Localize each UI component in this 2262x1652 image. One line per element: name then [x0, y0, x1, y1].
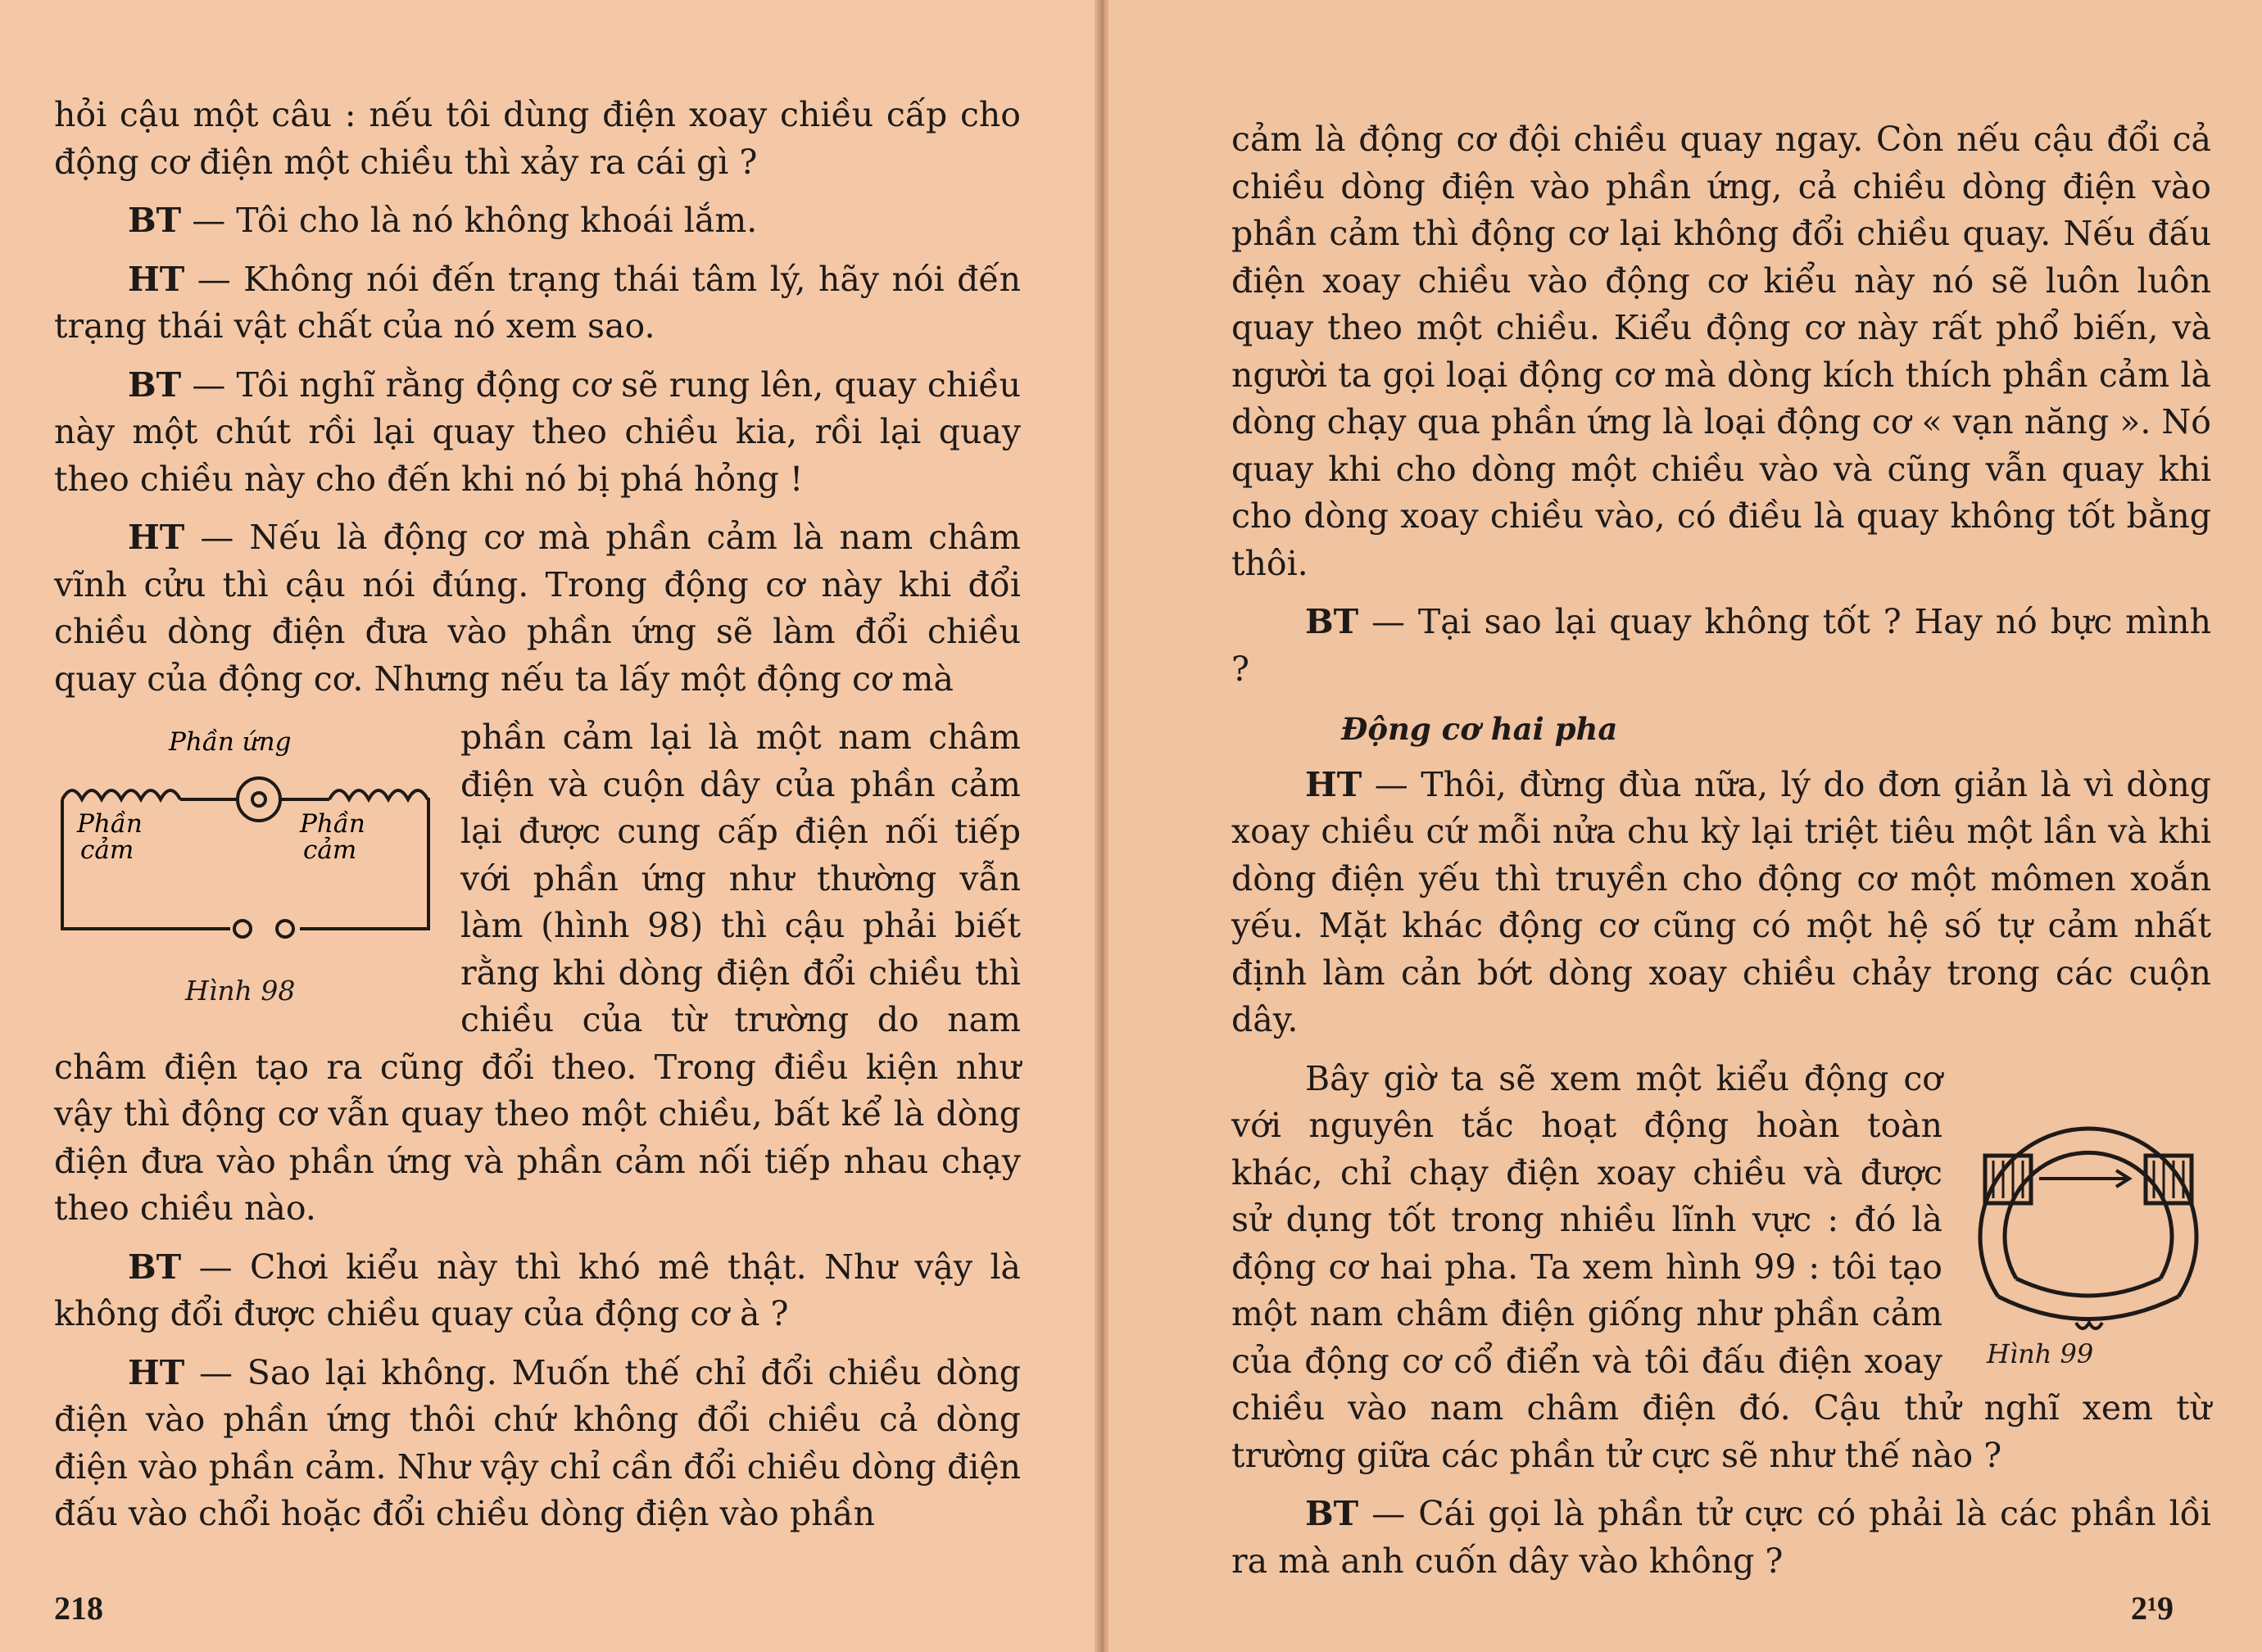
figure-caption: Hình 99 — [1987, 1337, 2094, 1369]
left-page — [0, 0, 1102, 1652]
paragraph — [54, 362, 1021, 504]
paragraph — [54, 514, 1021, 703]
page-number: 218 — [54, 1590, 103, 1627]
field-coil-left — [62, 790, 180, 799]
speaker-label: BT — [1305, 602, 1359, 641]
paragraph — [1231, 599, 2211, 693]
paragraph-text: Bây giờ ta sẽ xem một kiểu động cơ với nguyên tắc hoạt động hoàn toàn khác, chỉ chạy điện xoay chiều và được sử dụng tốt trong nhiều lĩnh vực : đó là động cơ hai pha. Ta xem hình 99 : tôi tạo một nam châm điện giống như phần cảm của động cơ cổ điển và tôi đấu điện xoay chiều vào nam châm điện đó. Cậu thử nghĩ xem từ trường giữa các phần tử cực sẽ như thế nào ? — [1231, 1058, 2211, 1475]
speaker-label: HT — [128, 1352, 185, 1392]
paragraph — [1231, 116, 2211, 587]
paragraph — [54, 1350, 1021, 1538]
armature-label: Phần ứng — [169, 727, 292, 757]
paragraph-text: cảm là động cơ đội chiều quay ngay. Còn nếu cậu đổi cả chiều dòng điện vào phần ứng, cả chiều dòng điện vào phần cảm thì động cơ lại không đổi chiều quay. Nếu đấu điện xoay chiều vào động cơ kiểu này nó sẽ luôn luôn quay theo một chiều. Kiểu động cơ này rất phổ biến, và người ta gọi loại động cơ mà dòng kích thích phần cảm là dòng chạy qua phần ứng là loại động cơ « vạn năng ». Nó quay khi cho dòng một chiều vào và cũng vẫn quay khi cho dòng xoay chiều vào, có điều là quay không tốt bằng thôi. — [1231, 120, 2211, 583]
paragraph-text: — Thôi, đừng đùa nữa, lý do đơn giản là vì dòng xoay chiều cứ mỗi nửa chu kỳ lại triệt tiêu một lần và khi dòng điện yếu thì truyền cho động cơ một mômen xoắn yếu. Mặt khác động cơ cũng có một hệ số tự cảm nhất định làm cản bớt dòng xoay chiều chảy trong các cuộn dây. — [1231, 764, 2211, 1039]
speaker-label: BT — [128, 364, 182, 405]
paragraph-text: — Không nói đến trạng thái tâm lý, hãy nói đến trạng thái vật chất của nó xem sao. — [54, 259, 1021, 346]
right-page — [1108, 0, 2262, 1652]
field-coil-right — [329, 790, 428, 799]
speaker-label: BT — [128, 201, 182, 240]
paragraph — [54, 1244, 1021, 1338]
speaker-label: BT — [128, 1247, 182, 1287]
paragraph-text: — Tôi nghĩ rằng động cơ sẽ rung lên, quay chiều này một chút rồi lại quay theo chiều kia, rồi lại quay theo chiều này cho đến khi nó bị phá hỏng ! — [54, 364, 1021, 499]
speaker-label: HT — [1305, 764, 1362, 804]
field-label-right: cảm — [303, 835, 357, 865]
figure-99 — [1965, 1059, 2211, 1372]
paragraph-text: — Sao lại không. Muốn thế chỉ đổi chiều dòng điện vào phần ứng thôi chứ không đổi chiều cả dòng điện vào phần cảm. Như vậy chỉ cần đổi chiều dòng điện đấu vào chổi hoặc đổi chiều dòng điện vào phần — [54, 1352, 1021, 1533]
left-page-text — [54, 92, 1021, 1550]
paragraph-text: — Tại sao lại quay không tốt ? Hay nó bực mình ? — [1231, 602, 2211, 689]
paragraph — [54, 92, 1021, 186]
paragraph-text: — Cái gọi là phần tử cực có phải là các phần lồi ra mà anh cuốn dây vào không ? — [1231, 1494, 2211, 1581]
paragraph — [1231, 1491, 2211, 1585]
paragraph — [54, 256, 1021, 351]
figure-caption: Hình 98 — [185, 975, 296, 1007]
paragraph — [54, 197, 1021, 245]
speaker-label: HT — [128, 518, 185, 557]
field-label-left: cảm — [80, 835, 134, 865]
paragraph — [1231, 762, 2211, 1044]
paragraph-text: — Chơi kiểu này thì khó mê thật. Như vậy là không đổi được chiều quay của động cơ à ? — [54, 1247, 1021, 1333]
figure-98 — [54, 717, 439, 1022]
page-number: 2¹9 — [2131, 1590, 2174, 1627]
paragraph-text: phần cảm lại là một nam châm điện và cuộn dây của phần cảm lại được cung cấp điện nối tiếp với phần ứng như thường vẫn làm (hình 98) thì cậu phải biết rằng khi dòng điện đổi chiều thì chiều của từ trường do nam châm điện tạo ra cũng đổi theo. Trong điều kiện như vậy thì động cơ vẫn quay theo một chiều, bất kể là dòng điện đưa vào phần ứng và phần cảm nối tiếp nhau chạy theo chiều nào. — [54, 717, 1021, 1228]
field-label-right: Phần — [300, 809, 365, 839]
speaker-label: HT — [128, 259, 185, 299]
right-page-text — [1231, 116, 2211, 1596]
speaker-label: BT — [1305, 1494, 1359, 1533]
paragraph-text: hỏi cậu một câu : nếu tôi dùng điện xoay chiều cấp cho động cơ điện một chiều thì xảy ra cái gì ? — [54, 95, 1021, 182]
electromagnet-diagram — [1965, 1059, 2211, 1372]
paragraph-text: — Nếu là động cơ mà phần cảm là nam châm vĩnh cửu thì cậu nói đúng. Trong động cơ này khi đổi chiều dòng điện đưa vào phần ứng sẽ làm đổi chiều quay của động cơ. Nhưng nếu ta lấy một động cơ mà — [54, 518, 1021, 699]
section-heading: Động cơ hai pha — [1341, 711, 1618, 747]
paragraph-text: — Tôi cho là nó không khoái lắm. — [181, 201, 758, 240]
field-label-left: Phần — [77, 809, 143, 839]
